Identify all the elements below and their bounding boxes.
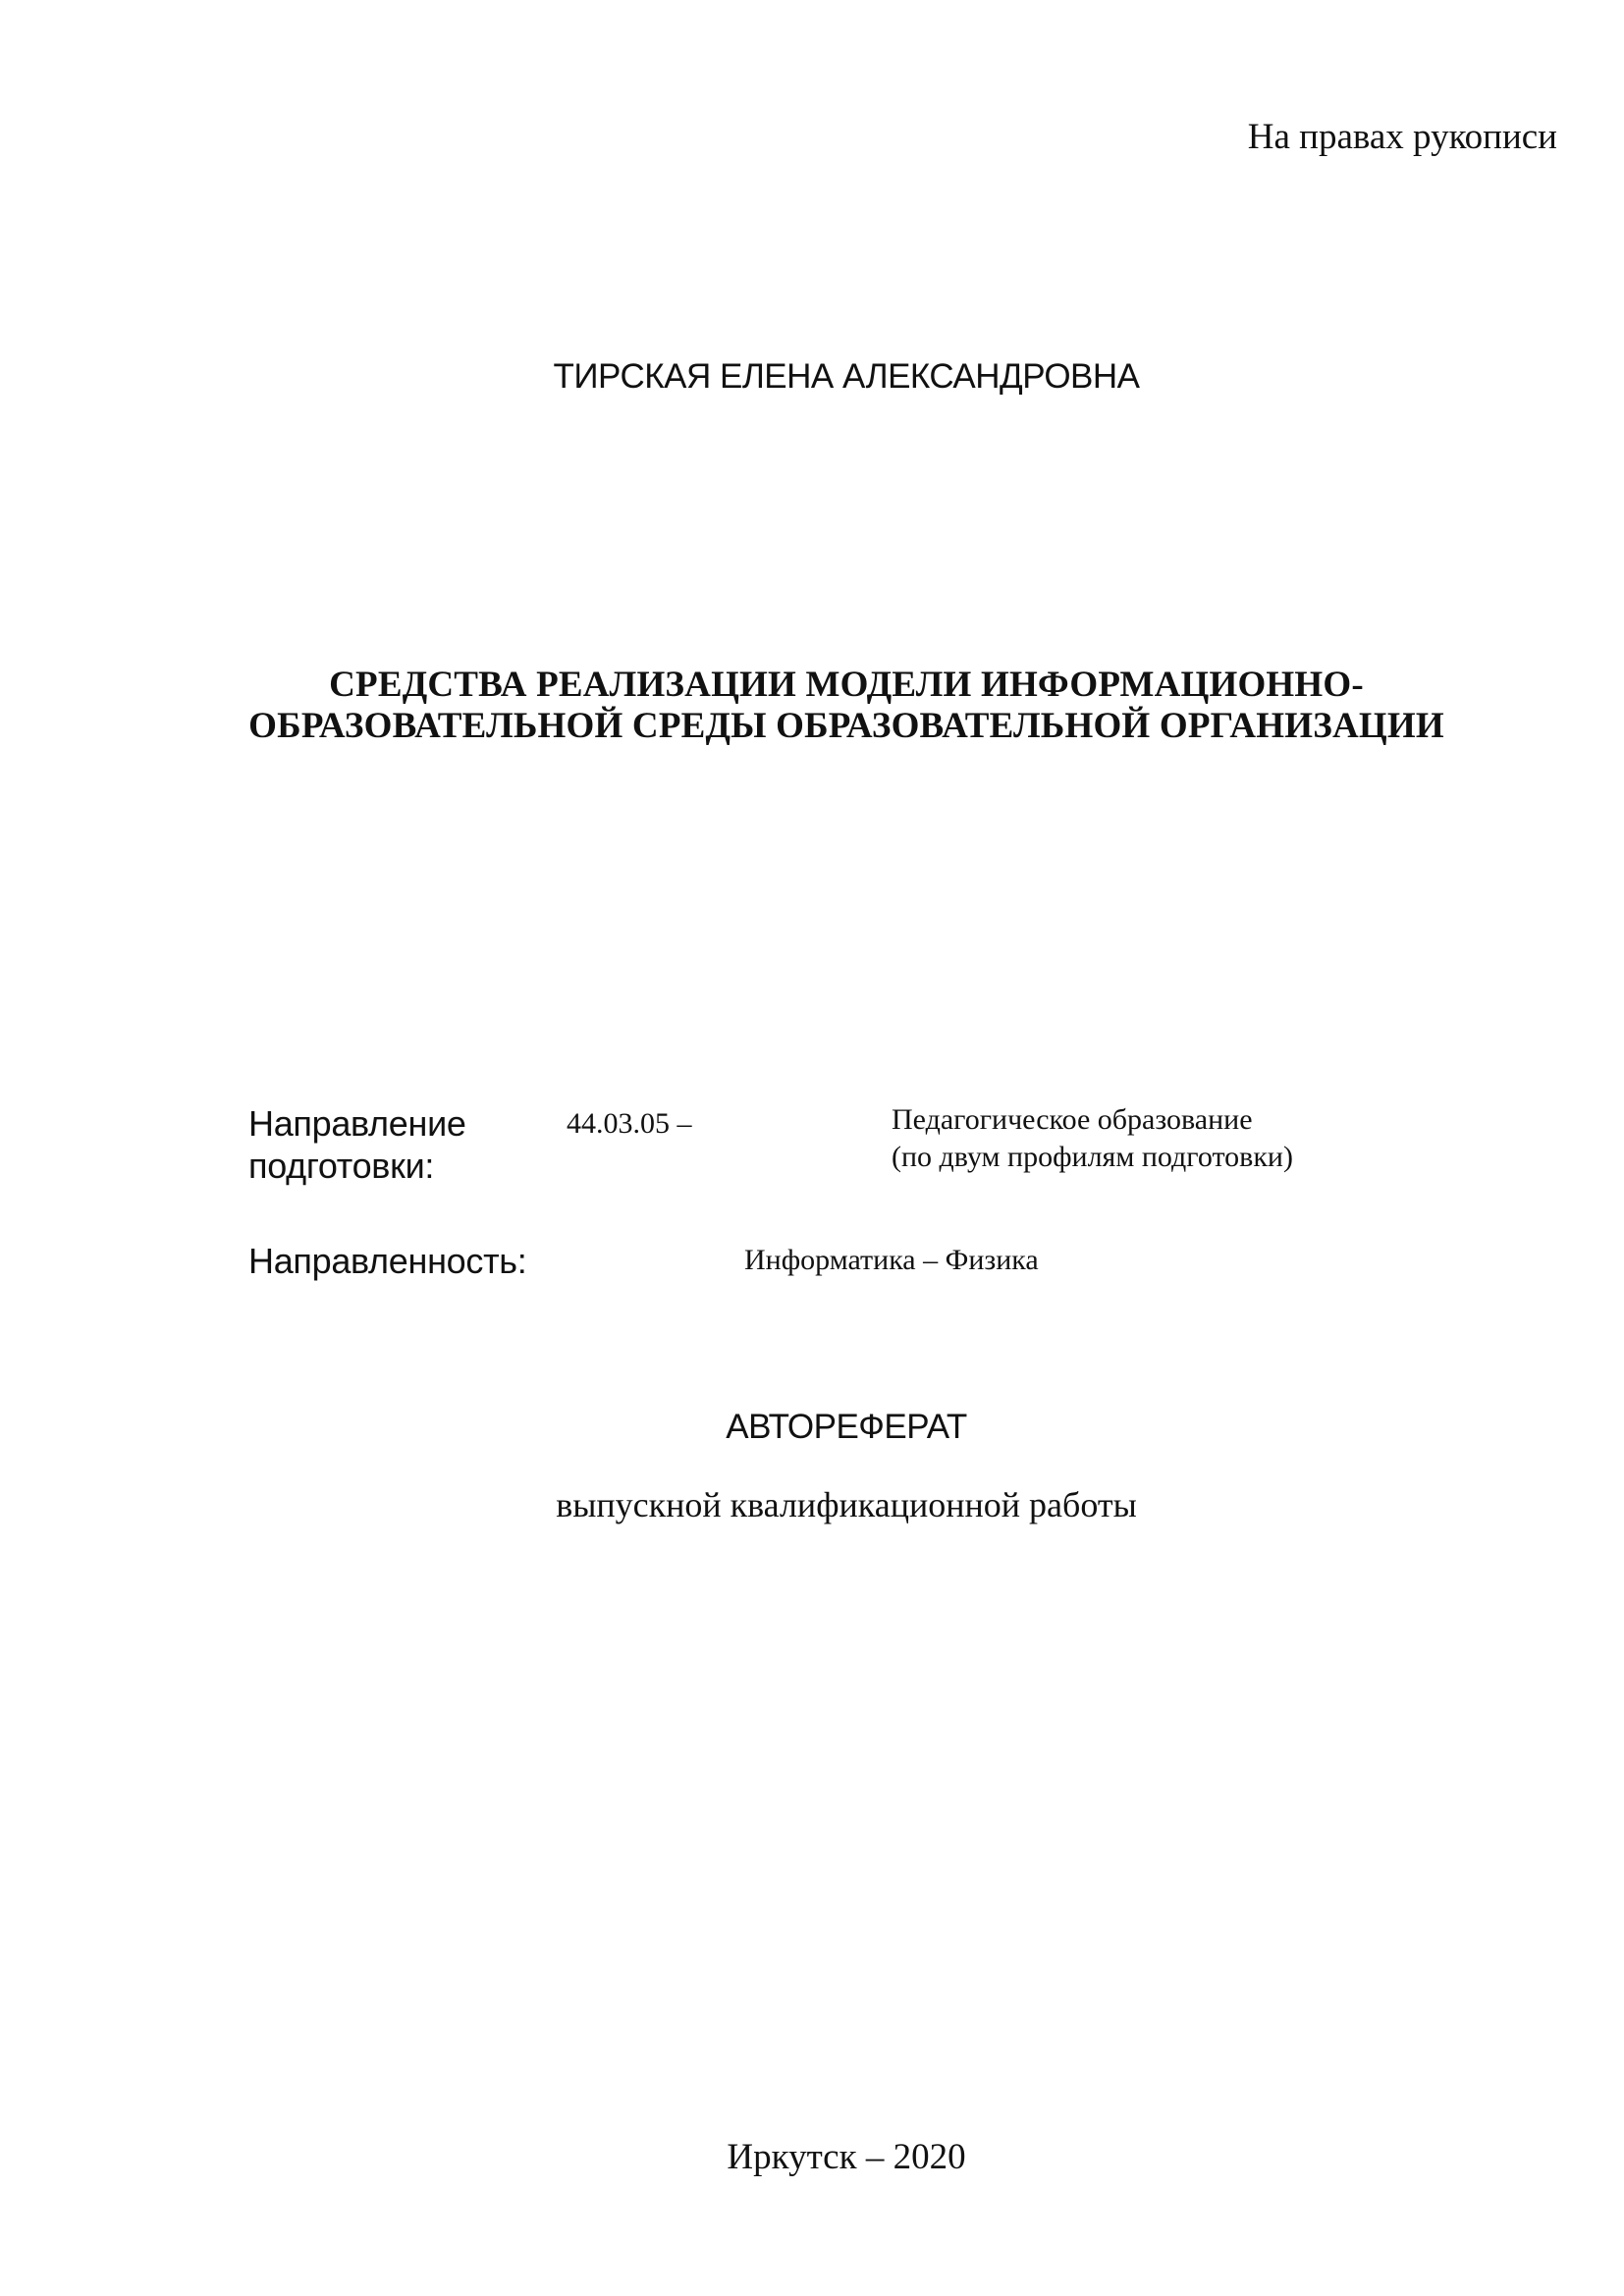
thesis-title-line-1: СРЕДСТВА РЕАЛИЗАЦИИ МОДЕЛИ ИНФОРМАЦИОННО- (329, 665, 1364, 705)
document-type: АВТОРЕФЕРАТ (726, 1408, 967, 1446)
focus-label: Направленность: (248, 1241, 527, 1281)
thesis-title-line-2: ОБРАЗОВАТЕЛЬНОЙ СРЕДЫ ОБРАЗОВАТЕЛЬНОЙ ОРГАНИЗАЦИИ (248, 706, 1444, 746)
city-year: Иркутск – 2020 (727, 2137, 966, 2177)
document-subtitle: выпускной квалификационной работы (556, 1485, 1137, 1524)
direction-label-line-2: подготовки: (248, 1146, 435, 1186)
focus-value: Информатика – Физика (744, 1244, 1039, 1276)
rights-note: На правах рукописи (1247, 117, 1557, 157)
direction-name-line-1: Педагогическое образование (892, 1103, 1253, 1136)
direction-label-line-1: Направление (248, 1103, 466, 1144)
direction-name-line-2: (по двум профилям подготовки) (892, 1141, 1293, 1173)
author-name: ТИРСКАЯ ЕЛЕНА АЛЕКСАНДРОВНА (553, 357, 1140, 396)
direction-code: 44.03.05 – (567, 1107, 692, 1140)
